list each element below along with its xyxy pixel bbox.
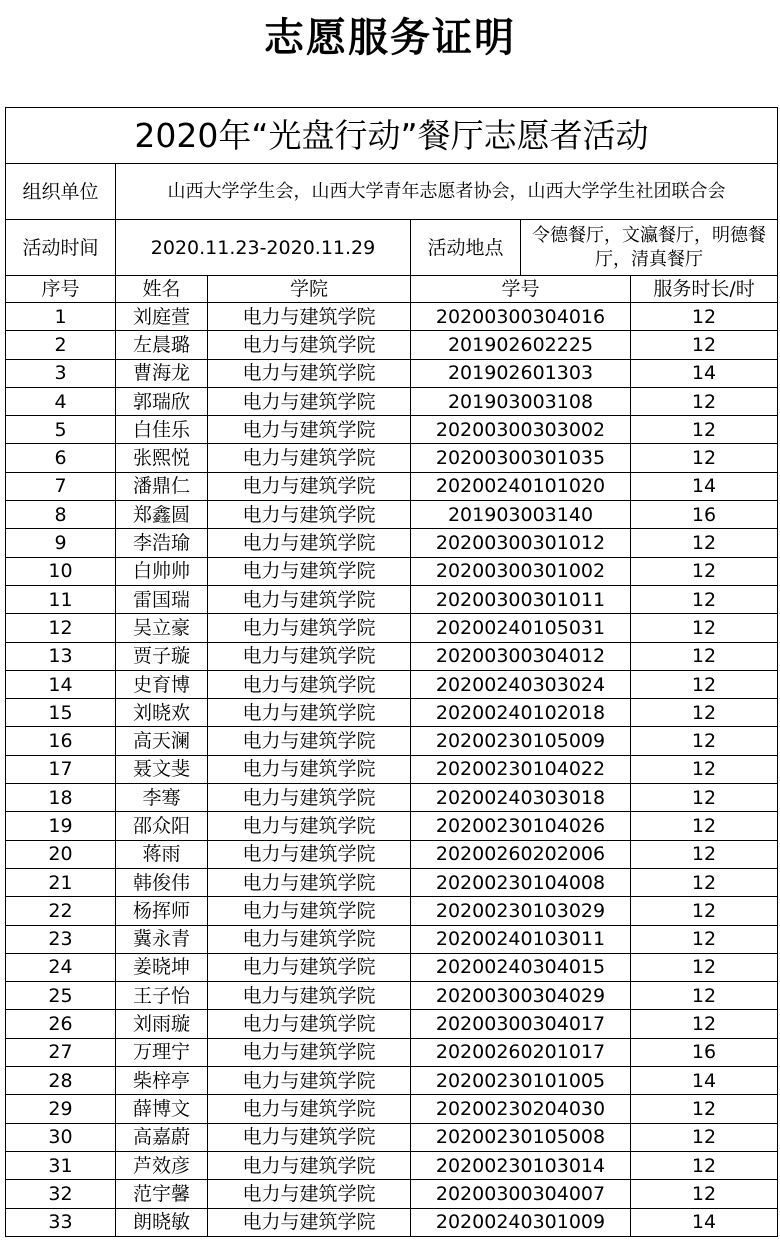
table-row (6, 1180, 778, 1208)
table-row (6, 501, 778, 529)
college: 电力与建筑学院 (208, 812, 411, 840)
student-name: 郭瑞欣 (116, 387, 208, 415)
place-value: 令德餐厅，文瀛餐厅，明德餐厅，清真餐厅 (521, 220, 778, 276)
table-row (6, 868, 778, 896)
student-name: 高嘉蔚 (116, 1123, 208, 1151)
service-hours: 12 (631, 1123, 778, 1151)
service-hours: 14 (631, 1067, 778, 1095)
college: 电力与建筑学院 (208, 642, 411, 670)
service-hours: 14 (631, 359, 778, 387)
table-row (6, 387, 778, 415)
college: 电力与建筑学院 (208, 982, 411, 1010)
service-hours: 12 (631, 868, 778, 896)
college: 电力与建筑学院 (208, 1095, 411, 1123)
table-row (6, 1067, 778, 1095)
service-hours: 14 (631, 1208, 778, 1236)
row-index: 13 (6, 642, 116, 670)
student-name: 范宇馨 (116, 1180, 208, 1208)
student-id: 20200260202006 (411, 840, 631, 868)
row-index: 22 (6, 897, 116, 925)
table-row (6, 670, 778, 698)
org-label: 组织单位 (6, 164, 116, 220)
service-hours: 12 (631, 1095, 778, 1123)
college: 电力与建筑学院 (208, 925, 411, 953)
row-index: 18 (6, 784, 116, 812)
student-name: 郑鑫圆 (116, 501, 208, 529)
place-label: 活动地点 (411, 220, 521, 276)
student-id: 201902601303 (411, 359, 631, 387)
row-index: 7 (6, 472, 116, 500)
row-index: 2 (6, 331, 116, 359)
row-index: 14 (6, 670, 116, 698)
service-hours: 12 (631, 529, 778, 557)
student-name: 杨挥师 (116, 897, 208, 925)
student-name: 万理宁 (116, 1038, 208, 1066)
student-id: 20200230103014 (411, 1151, 631, 1179)
row-index: 12 (6, 614, 116, 642)
student-name: 芦效彦 (116, 1151, 208, 1179)
row-index: 32 (6, 1180, 116, 1208)
college: 电力与建筑学院 (208, 840, 411, 868)
student-name: 张熙悦 (116, 444, 208, 472)
college: 电力与建筑学院 (208, 1151, 411, 1179)
student-id: 20200230104026 (411, 812, 631, 840)
row-index: 30 (6, 1123, 116, 1151)
student-id: 20200300304007 (411, 1180, 631, 1208)
table-row (6, 529, 778, 557)
service-hours: 12 (631, 670, 778, 698)
service-hours: 12 (631, 727, 778, 755)
student-name: 韩俊伟 (116, 868, 208, 896)
college: 电力与建筑学院 (208, 727, 411, 755)
table-row (6, 331, 778, 359)
row-index: 27 (6, 1038, 116, 1066)
table-row (6, 1095, 778, 1123)
service-hours: 12 (631, 982, 778, 1010)
table-header-row (6, 276, 778, 303)
table-row (6, 416, 778, 444)
student-id: 20200240304015 (411, 953, 631, 981)
header-name: 姓名 (116, 276, 208, 303)
table-row (6, 727, 778, 755)
college: 电力与建筑学院 (208, 1067, 411, 1095)
student-id: 201903003108 (411, 387, 631, 415)
student-name: 刘晓欢 (116, 699, 208, 727)
table-row (6, 359, 778, 387)
college: 电力与建筑学院 (208, 868, 411, 896)
table-row (6, 642, 778, 670)
service-hours: 12 (631, 1010, 778, 1038)
row-index: 24 (6, 953, 116, 981)
college: 电力与建筑学院 (208, 472, 411, 500)
college: 电力与建筑学院 (208, 1208, 411, 1236)
row-index: 19 (6, 812, 116, 840)
header-hours: 服务时长/时 (631, 276, 778, 303)
row-index: 3 (6, 359, 116, 387)
table-row (6, 982, 778, 1010)
table-row (6, 1208, 778, 1236)
student-name: 聂文斐 (116, 755, 208, 783)
service-hours: 12 (631, 331, 778, 359)
service-hours: 12 (631, 699, 778, 727)
row-index: 31 (6, 1151, 116, 1179)
student-id: 20200240101020 (411, 472, 631, 500)
row-index: 26 (6, 1010, 116, 1038)
table-row (6, 472, 778, 500)
service-hours: 12 (631, 953, 778, 981)
row-index: 20 (6, 840, 116, 868)
student-id: 20200240105031 (411, 614, 631, 642)
college: 电力与建筑学院 (208, 897, 411, 925)
row-index: 17 (6, 755, 116, 783)
header-college: 学院 (208, 276, 411, 303)
student-id: 20200300301035 (411, 444, 631, 472)
student-id: 20200230104022 (411, 755, 631, 783)
service-hours: 12 (631, 444, 778, 472)
row-index: 5 (6, 416, 116, 444)
student-id: 20200300304017 (411, 1010, 631, 1038)
student-id: 20200240303024 (411, 670, 631, 698)
student-id: 20200230105008 (411, 1123, 631, 1151)
row-index: 8 (6, 501, 116, 529)
college: 电力与建筑学院 (208, 1180, 411, 1208)
student-name: 雷国瑞 (116, 585, 208, 613)
student-name: 白佳乐 (116, 416, 208, 444)
student-id: 20200240102018 (411, 699, 631, 727)
student-id: 20200230104008 (411, 868, 631, 896)
row-index: 6 (6, 444, 116, 472)
service-hours: 12 (631, 614, 778, 642)
table-row (6, 699, 778, 727)
college: 电力与建筑学院 (208, 784, 411, 812)
student-name: 刘雨璇 (116, 1010, 208, 1038)
student-name: 贾子璇 (116, 642, 208, 670)
student-name: 邵众阳 (116, 812, 208, 840)
student-id: 20200300301012 (411, 529, 631, 557)
student-name: 李骞 (116, 784, 208, 812)
student-id: 20200300304029 (411, 982, 631, 1010)
student-id: 20200230103029 (411, 897, 631, 925)
college: 电力与建筑学院 (208, 359, 411, 387)
student-name: 左晨璐 (116, 331, 208, 359)
student-id: 20200300304016 (411, 303, 631, 331)
service-hours: 12 (631, 755, 778, 783)
header-index: 序号 (6, 276, 116, 303)
student-name: 冀永青 (116, 925, 208, 953)
activity-title: 2020年“光盘行动”餐厅志愿者活动 (6, 108, 778, 164)
table-row (6, 444, 778, 472)
student-name: 刘庭萱 (116, 303, 208, 331)
college: 电力与建筑学院 (208, 331, 411, 359)
org-value: 山西大学学生会，山西大学青年志愿者协会，山西大学学生社团联合会 (116, 164, 778, 220)
student-name: 朗晓敏 (116, 1208, 208, 1236)
student-id: 20200300301002 (411, 557, 631, 585)
college: 电力与建筑学院 (208, 755, 411, 783)
college: 电力与建筑学院 (208, 953, 411, 981)
table-row (6, 585, 778, 613)
table-row (6, 1123, 778, 1151)
student-id: 20200300304012 (411, 642, 631, 670)
student-id: 20200260201017 (411, 1038, 631, 1066)
service-hours: 12 (631, 1180, 778, 1208)
service-hours: 12 (631, 585, 778, 613)
table-row (6, 812, 778, 840)
student-name: 王子怡 (116, 982, 208, 1010)
college: 电力与建筑学院 (208, 614, 411, 642)
row-index: 33 (6, 1208, 116, 1236)
student-name: 柴梓亭 (116, 1067, 208, 1095)
row-index: 1 (6, 303, 116, 331)
row-index: 23 (6, 925, 116, 953)
service-hours: 12 (631, 642, 778, 670)
table-row (6, 925, 778, 953)
service-hours: 12 (631, 784, 778, 812)
student-id: 20200300301011 (411, 585, 631, 613)
service-hours: 12 (631, 416, 778, 444)
college: 电力与建筑学院 (208, 699, 411, 727)
volunteer-table (5, 107, 778, 1237)
service-hours: 12 (631, 840, 778, 868)
service-hours: 16 (631, 1038, 778, 1066)
student-id: 20200240103011 (411, 925, 631, 953)
student-id: 20200240301009 (411, 1208, 631, 1236)
table-row (6, 614, 778, 642)
table-row (6, 953, 778, 981)
time-value: 2020.11.23-2020.11.29 (116, 220, 411, 276)
row-index: 15 (6, 699, 116, 727)
service-hours: 12 (631, 387, 778, 415)
table-row (6, 784, 778, 812)
row-index: 4 (6, 387, 116, 415)
college: 电力与建筑学院 (208, 585, 411, 613)
student-id: 201903003140 (411, 501, 631, 529)
student-name: 曹海龙 (116, 359, 208, 387)
service-hours: 16 (631, 501, 778, 529)
student-id: 20200230204030 (411, 1095, 631, 1123)
row-index: 29 (6, 1095, 116, 1123)
student-id: 20200300303002 (411, 416, 631, 444)
row-index: 11 (6, 585, 116, 613)
student-id: 20200230101005 (411, 1067, 631, 1095)
header-student-id: 学号 (411, 276, 631, 303)
table-row (6, 1038, 778, 1066)
college: 电力与建筑学院 (208, 387, 411, 415)
college: 电力与建筑学院 (208, 1010, 411, 1038)
college: 电力与建筑学院 (208, 303, 411, 331)
service-hours: 14 (631, 472, 778, 500)
student-name: 潘鼎仁 (116, 472, 208, 500)
service-hours: 12 (631, 925, 778, 953)
table-row (6, 557, 778, 585)
college: 电力与建筑学院 (208, 529, 411, 557)
table-row (6, 303, 778, 331)
service-hours: 12 (631, 897, 778, 925)
row-index: 9 (6, 529, 116, 557)
college: 电力与建筑学院 (208, 557, 411, 585)
student-name: 蒋雨 (116, 840, 208, 868)
document-title: 志愿服务证明 (264, 15, 516, 61)
service-hours: 12 (631, 557, 778, 585)
table-row (6, 1151, 778, 1179)
college: 电力与建筑学院 (208, 416, 411, 444)
row-index: 21 (6, 868, 116, 896)
college: 电力与建筑学院 (208, 1038, 411, 1066)
student-name: 史育博 (116, 670, 208, 698)
student-id: 20200240303018 (411, 784, 631, 812)
row-index: 16 (6, 727, 116, 755)
college: 电力与建筑学院 (208, 444, 411, 472)
row-index: 10 (6, 557, 116, 585)
college: 电力与建筑学院 (208, 670, 411, 698)
student-id: 20200230105009 (411, 727, 631, 755)
service-hours: 12 (631, 1151, 778, 1179)
student-name: 白帅帅 (116, 557, 208, 585)
service-hours: 12 (631, 812, 778, 840)
student-id: 201902602225 (411, 331, 631, 359)
table-row (6, 897, 778, 925)
student-name: 吴立豪 (116, 614, 208, 642)
student-name: 李浩瑜 (116, 529, 208, 557)
student-name: 姜晓坤 (116, 953, 208, 981)
table-row (6, 1010, 778, 1038)
student-name: 高天澜 (116, 727, 208, 755)
table-row (6, 755, 778, 783)
college: 电力与建筑学院 (208, 501, 411, 529)
college: 电力与建筑学院 (208, 1123, 411, 1151)
student-name: 薛博文 (116, 1095, 208, 1123)
table-row (6, 840, 778, 868)
service-hours: 12 (631, 303, 778, 331)
row-index: 25 (6, 982, 116, 1010)
row-index: 28 (6, 1067, 116, 1095)
time-label: 活动时间 (6, 220, 116, 276)
